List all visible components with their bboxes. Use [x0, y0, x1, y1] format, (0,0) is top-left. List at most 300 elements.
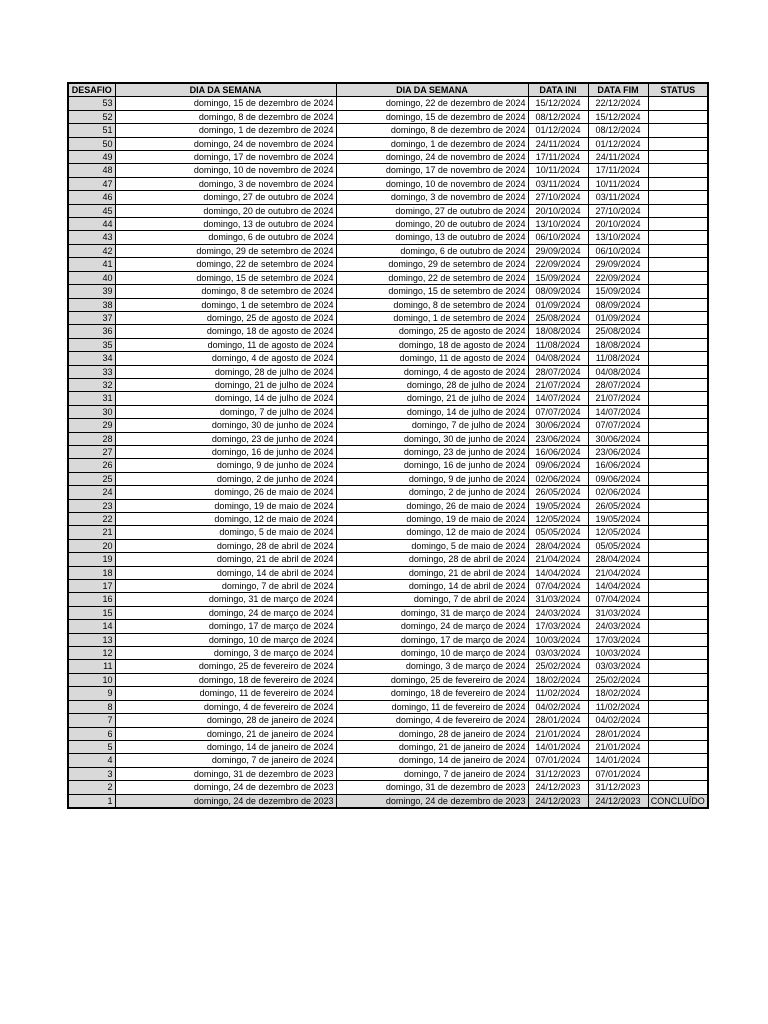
status-cell — [648, 97, 708, 110]
dia-fim-cell: domingo, 10 de março de 2024 — [336, 647, 528, 660]
data-fim-cell: 07/07/2024 — [588, 419, 648, 432]
table-row — [68, 633, 708, 646]
header-dia-da-semana-fim: DIA DA SEMANA — [336, 83, 528, 97]
table-row — [68, 338, 708, 351]
table-row — [68, 499, 708, 512]
status-cell — [648, 459, 708, 472]
dia-inicio-cell: domingo, 19 de maio de 2024 — [115, 499, 336, 512]
data-ini-cell: 24/11/2024 — [528, 137, 588, 150]
data-fim-cell: 18/08/2024 — [588, 338, 648, 351]
data-fim-cell: 17/03/2024 — [588, 633, 648, 646]
desafio-cell: 44 — [68, 218, 115, 231]
table-row — [68, 580, 708, 593]
dia-fim-cell: domingo, 11 de fevereiro de 2024 — [336, 700, 528, 713]
desafio-cell: 35 — [68, 338, 115, 351]
table-row — [68, 325, 708, 338]
status-cell — [648, 580, 708, 593]
status-cell — [648, 204, 708, 217]
data-ini-cell: 10/03/2024 — [528, 633, 588, 646]
data-ini-cell: 29/09/2024 — [528, 244, 588, 257]
dia-fim-cell: domingo, 15 de setembro de 2024 — [336, 285, 528, 298]
dia-inicio-cell: domingo, 17 de março de 2024 — [115, 620, 336, 633]
data-ini-cell: 01/12/2024 — [528, 124, 588, 137]
desafio-cell: 48 — [68, 164, 115, 177]
table-row — [68, 673, 708, 686]
dia-fim-cell: domingo, 18 de fevereiro de 2024 — [336, 687, 528, 700]
status-cell — [648, 124, 708, 137]
data-fim-cell: 07/01/2024 — [588, 767, 648, 780]
data-ini-cell: 26/05/2024 — [528, 486, 588, 499]
dia-inicio-cell: domingo, 24 de março de 2024 — [115, 606, 336, 619]
desafio-cell: 38 — [68, 298, 115, 311]
data-fim-cell: 07/04/2024 — [588, 593, 648, 606]
data-ini-cell: 24/12/2023 — [528, 794, 588, 808]
data-fim-cell: 09/06/2024 — [588, 472, 648, 485]
table-row — [68, 110, 708, 123]
data-ini-cell: 04/02/2024 — [528, 700, 588, 713]
status-cell — [648, 445, 708, 458]
dia-fim-cell: domingo, 4 de fevereiro de 2024 — [336, 714, 528, 727]
header-dia-da-semana-inicio: DIA DA SEMANA — [115, 83, 336, 97]
table-row — [68, 513, 708, 526]
table-row — [68, 97, 708, 110]
status-cell — [648, 700, 708, 713]
dia-inicio-cell: domingo, 1 de setembro de 2024 — [115, 298, 336, 311]
dia-fim-cell: domingo, 8 de setembro de 2024 — [336, 298, 528, 311]
data-fim-cell: 23/06/2024 — [588, 445, 648, 458]
desafio-cell: 3 — [68, 767, 115, 780]
status-cell — [648, 539, 708, 552]
table-row — [68, 781, 708, 794]
data-ini-cell: 18/08/2024 — [528, 325, 588, 338]
data-ini-cell: 16/06/2024 — [528, 445, 588, 458]
status-cell — [648, 486, 708, 499]
desafio-cell: 31 — [68, 392, 115, 405]
table-row — [68, 660, 708, 673]
status-cell — [648, 687, 708, 700]
table-row — [68, 285, 708, 298]
table-row — [68, 459, 708, 472]
data-fim-cell: 12/05/2024 — [588, 526, 648, 539]
dia-fim-cell: domingo, 20 de outubro de 2024 — [336, 218, 528, 231]
data-ini-cell: 08/09/2024 — [528, 285, 588, 298]
data-fim-cell: 04/02/2024 — [588, 714, 648, 727]
desafio-cell: 40 — [68, 271, 115, 284]
desafio-cell: 18 — [68, 566, 115, 579]
data-ini-cell: 17/11/2024 — [528, 151, 588, 164]
status-cell — [648, 513, 708, 526]
desafio-cell: 36 — [68, 325, 115, 338]
status-cell — [648, 311, 708, 324]
data-fim-cell: 10/11/2024 — [588, 177, 648, 190]
table-row — [68, 754, 708, 767]
dia-inicio-cell: domingo, 26 de maio de 2024 — [115, 486, 336, 499]
dia-fim-cell: domingo, 21 de janeiro de 2024 — [336, 740, 528, 753]
status-cell — [648, 392, 708, 405]
data-fim-cell: 18/02/2024 — [588, 687, 648, 700]
data-ini-cell: 22/09/2024 — [528, 258, 588, 271]
status-cell — [648, 177, 708, 190]
data-ini-cell: 02/06/2024 — [528, 472, 588, 485]
dia-fim-cell: domingo, 16 de junho de 2024 — [336, 459, 528, 472]
dia-inicio-cell: domingo, 14 de julho de 2024 — [115, 392, 336, 405]
dia-fim-cell: domingo, 15 de dezembro de 2024 — [336, 110, 528, 123]
status-cell — [648, 405, 708, 418]
header-status: STATUS — [648, 83, 708, 97]
table-row — [68, 740, 708, 753]
dia-fim-cell: domingo, 11 de agosto de 2024 — [336, 352, 528, 365]
dia-fim-cell: domingo, 21 de julho de 2024 — [336, 392, 528, 405]
table-row — [68, 727, 708, 740]
dia-inicio-cell: domingo, 14 de abril de 2024 — [115, 566, 336, 579]
desafio-cell: 2 — [68, 781, 115, 794]
table-row — [68, 593, 708, 606]
desafio-cell: 46 — [68, 191, 115, 204]
dia-inicio-cell: domingo, 10 de novembro de 2024 — [115, 164, 336, 177]
dia-fim-cell: domingo, 22 de setembro de 2024 — [336, 271, 528, 284]
dia-fim-cell: domingo, 22 de dezembro de 2024 — [336, 97, 528, 110]
dia-fim-cell: domingo, 29 de setembro de 2024 — [336, 258, 528, 271]
table-row — [68, 258, 708, 271]
data-fim-cell: 31/03/2024 — [588, 606, 648, 619]
dia-inicio-cell: domingo, 7 de abril de 2024 — [115, 580, 336, 593]
table-row — [68, 539, 708, 552]
dia-inicio-cell: domingo, 15 de setembro de 2024 — [115, 271, 336, 284]
dia-inicio-cell: domingo, 28 de julho de 2024 — [115, 365, 336, 378]
desafio-cell: 50 — [68, 137, 115, 150]
data-fim-cell: 28/04/2024 — [588, 553, 648, 566]
table-row — [68, 606, 708, 619]
data-fim-cell: 22/12/2024 — [588, 97, 648, 110]
desafio-cell: 11 — [68, 660, 115, 673]
status-cell — [648, 285, 708, 298]
data-ini-cell: 07/01/2024 — [528, 754, 588, 767]
dia-inicio-cell: domingo, 30 de junho de 2024 — [115, 419, 336, 432]
data-ini-cell: 14/07/2024 — [528, 392, 588, 405]
data-ini-cell: 03/11/2024 — [528, 177, 588, 190]
desafio-cell: 30 — [68, 405, 115, 418]
desafio-cell: 39 — [68, 285, 115, 298]
dia-inicio-cell: domingo, 31 de dezembro de 2023 — [115, 767, 336, 780]
desafio-cell: 34 — [68, 352, 115, 365]
dia-fim-cell: domingo, 24 de novembro de 2024 — [336, 151, 528, 164]
dia-fim-cell: domingo, 7 de abril de 2024 — [336, 593, 528, 606]
data-fim-cell: 05/05/2024 — [588, 539, 648, 552]
table-row — [68, 647, 708, 660]
dia-fim-cell: domingo, 18 de agosto de 2024 — [336, 338, 528, 351]
table-row — [68, 419, 708, 432]
table-row — [68, 432, 708, 445]
table-row — [68, 378, 708, 391]
dia-inicio-cell: domingo, 31 de março de 2024 — [115, 593, 336, 606]
data-ini-cell: 18/02/2024 — [528, 673, 588, 686]
dia-fim-cell: domingo, 21 de abril de 2024 — [336, 566, 528, 579]
status-cell — [648, 432, 708, 445]
desafio-cell: 51 — [68, 124, 115, 137]
desafio-cell: 8 — [68, 700, 115, 713]
table-row — [68, 271, 708, 284]
table-row — [68, 700, 708, 713]
dia-fim-cell: domingo, 25 de fevereiro de 2024 — [336, 673, 528, 686]
header-row — [68, 83, 708, 97]
dia-inicio-cell: domingo, 18 de agosto de 2024 — [115, 325, 336, 338]
table-row — [68, 177, 708, 190]
data-fim-cell: 24/12/2023 — [588, 794, 648, 808]
data-fim-cell: 21/04/2024 — [588, 566, 648, 579]
desafio-cell: 27 — [68, 445, 115, 458]
dia-inicio-cell: domingo, 9 de junho de 2024 — [115, 459, 336, 472]
dia-fim-cell: domingo, 2 de junho de 2024 — [336, 486, 528, 499]
data-fim-cell: 13/10/2024 — [588, 231, 648, 244]
dia-fim-cell: domingo, 14 de janeiro de 2024 — [336, 754, 528, 767]
dia-fim-cell: domingo, 3 de março de 2024 — [336, 660, 528, 673]
status-cell — [648, 499, 708, 512]
data-ini-cell: 09/06/2024 — [528, 459, 588, 472]
dia-inicio-cell: domingo, 8 de dezembro de 2024 — [115, 110, 336, 123]
dia-inicio-cell: domingo, 25 de fevereiro de 2024 — [115, 660, 336, 673]
dia-inicio-cell: domingo, 12 de maio de 2024 — [115, 513, 336, 526]
dia-fim-cell: domingo, 24 de março de 2024 — [336, 620, 528, 633]
dia-fim-cell: domingo, 13 de outubro de 2024 — [336, 231, 528, 244]
table-row — [68, 231, 708, 244]
desafio-cell: 29 — [68, 419, 115, 432]
desafio-cell: 32 — [68, 378, 115, 391]
data-fim-cell: 22/09/2024 — [588, 271, 648, 284]
status-cell — [648, 754, 708, 767]
data-fim-cell: 16/06/2024 — [588, 459, 648, 472]
dia-inicio-cell: domingo, 28 de abril de 2024 — [115, 539, 336, 552]
desafio-cell: 49 — [68, 151, 115, 164]
data-fim-cell: 28/07/2024 — [588, 378, 648, 391]
dia-inicio-cell: domingo, 15 de dezembro de 2024 — [115, 97, 336, 110]
status-cell — [648, 606, 708, 619]
data-fim-cell: 17/11/2024 — [588, 164, 648, 177]
data-ini-cell: 15/09/2024 — [528, 271, 588, 284]
desafio-cell: 42 — [68, 244, 115, 257]
dia-fim-cell: domingo, 17 de março de 2024 — [336, 633, 528, 646]
desafio-cell: 53 — [68, 97, 115, 110]
status-cell — [648, 727, 708, 740]
desafio-cell: 6 — [68, 727, 115, 740]
table-row — [68, 553, 708, 566]
dia-fim-cell: domingo, 7 de julho de 2024 — [336, 419, 528, 432]
data-ini-cell: 27/10/2024 — [528, 191, 588, 204]
status-cell — [648, 660, 708, 673]
status-cell — [648, 365, 708, 378]
data-ini-cell: 10/11/2024 — [528, 164, 588, 177]
dia-fim-cell: domingo, 7 de janeiro de 2024 — [336, 767, 528, 780]
data-ini-cell: 28/07/2024 — [528, 365, 588, 378]
data-fim-cell: 15/12/2024 — [588, 110, 648, 123]
data-ini-cell: 05/05/2024 — [528, 526, 588, 539]
status-cell — [648, 164, 708, 177]
data-fim-cell: 28/01/2024 — [588, 727, 648, 740]
status-cell — [648, 767, 708, 780]
dia-fim-cell: domingo, 1 de setembro de 2024 — [336, 311, 528, 324]
desafio-cell: 41 — [68, 258, 115, 271]
dia-fim-cell: domingo, 9 de junho de 2024 — [336, 472, 528, 485]
data-ini-cell: 30/06/2024 — [528, 419, 588, 432]
data-fim-cell: 11/02/2024 — [588, 700, 648, 713]
data-ini-cell: 13/10/2024 — [528, 218, 588, 231]
dia-inicio-cell: domingo, 23 de junho de 2024 — [115, 432, 336, 445]
data-ini-cell: 23/06/2024 — [528, 432, 588, 445]
dia-inicio-cell: domingo, 24 de novembro de 2024 — [115, 137, 336, 150]
desafio-cell: 24 — [68, 486, 115, 499]
table-row — [68, 526, 708, 539]
dia-inicio-cell: domingo, 10 de março de 2024 — [115, 633, 336, 646]
desafio-cell: 26 — [68, 459, 115, 472]
dia-inicio-cell: domingo, 8 de setembro de 2024 — [115, 285, 336, 298]
table-row — [68, 445, 708, 458]
header-desafio: DESAFIO — [68, 83, 115, 97]
dia-inicio-cell: domingo, 21 de julho de 2024 — [115, 378, 336, 391]
data-ini-cell: 28/04/2024 — [528, 539, 588, 552]
dia-fim-cell: domingo, 25 de agosto de 2024 — [336, 325, 528, 338]
dia-fim-cell: domingo, 3 de novembro de 2024 — [336, 191, 528, 204]
data-fim-cell: 03/11/2024 — [588, 191, 648, 204]
data-fim-cell: 21/07/2024 — [588, 392, 648, 405]
dia-fim-cell: domingo, 6 de outubro de 2024 — [336, 244, 528, 257]
desafio-cell: 52 — [68, 110, 115, 123]
data-ini-cell: 14/01/2024 — [528, 740, 588, 753]
table-body — [68, 97, 708, 808]
dia-fim-cell: domingo, 31 de março de 2024 — [336, 606, 528, 619]
status-cell — [648, 472, 708, 485]
data-fim-cell: 01/09/2024 — [588, 311, 648, 324]
dia-inicio-cell: domingo, 4 de fevereiro de 2024 — [115, 700, 336, 713]
status-cell — [648, 338, 708, 351]
data-fim-cell: 24/11/2024 — [588, 151, 648, 164]
data-ini-cell: 15/12/2024 — [528, 97, 588, 110]
desafio-cell: 13 — [68, 633, 115, 646]
desafio-cell: 5 — [68, 740, 115, 753]
desafio-cell: 22 — [68, 513, 115, 526]
dia-inicio-cell: domingo, 21 de abril de 2024 — [115, 553, 336, 566]
status-cell — [648, 714, 708, 727]
status-cell — [648, 593, 708, 606]
desafio-cell: 9 — [68, 687, 115, 700]
status-cell — [648, 633, 708, 646]
data-fim-cell: 31/12/2023 — [588, 781, 648, 794]
data-fim-cell: 01/12/2024 — [588, 137, 648, 150]
table-row — [68, 794, 708, 808]
dia-inicio-cell: domingo, 14 de janeiro de 2024 — [115, 740, 336, 753]
dia-fim-cell: domingo, 26 de maio de 2024 — [336, 499, 528, 512]
data-fim-cell: 10/03/2024 — [588, 647, 648, 660]
table-row — [68, 191, 708, 204]
table-row — [68, 714, 708, 727]
dia-inicio-cell: domingo, 5 de maio de 2024 — [115, 526, 336, 539]
desafio-cell: 1 — [68, 794, 115, 808]
table-row — [68, 486, 708, 499]
table-row — [68, 767, 708, 780]
header-data-ini: DATA INI — [528, 83, 588, 97]
dia-inicio-cell: domingo, 20 de outubro de 2024 — [115, 204, 336, 217]
dia-fim-cell: domingo, 23 de junho de 2024 — [336, 445, 528, 458]
data-ini-cell: 12/05/2024 — [528, 513, 588, 526]
dia-inicio-cell: domingo, 25 de agosto de 2024 — [115, 311, 336, 324]
dia-fim-cell: domingo, 27 de outubro de 2024 — [336, 204, 528, 217]
table-row — [68, 124, 708, 137]
data-ini-cell: 21/07/2024 — [528, 378, 588, 391]
data-fim-cell: 14/01/2024 — [588, 754, 648, 767]
desafio-cell: 14 — [68, 620, 115, 633]
data-ini-cell: 11/02/2024 — [528, 687, 588, 700]
table-row — [68, 365, 708, 378]
data-fim-cell: 02/06/2024 — [588, 486, 648, 499]
desafio-cell: 28 — [68, 432, 115, 445]
data-ini-cell: 25/08/2024 — [528, 311, 588, 324]
desafio-cell: 23 — [68, 499, 115, 512]
dia-inicio-cell: domingo, 21 de janeiro de 2024 — [115, 727, 336, 740]
table-row — [68, 298, 708, 311]
desafio-cell: 16 — [68, 593, 115, 606]
table-row — [68, 137, 708, 150]
dia-fim-cell: domingo, 14 de julho de 2024 — [336, 405, 528, 418]
dia-inicio-cell: domingo, 28 de janeiro de 2024 — [115, 714, 336, 727]
dia-inicio-cell: domingo, 7 de julho de 2024 — [115, 405, 336, 418]
data-ini-cell: 14/04/2024 — [528, 566, 588, 579]
dia-fim-cell: domingo, 24 de dezembro de 2023 — [336, 794, 528, 808]
data-ini-cell: 01/09/2024 — [528, 298, 588, 311]
data-fim-cell: 14/07/2024 — [588, 405, 648, 418]
table-row — [68, 392, 708, 405]
data-fim-cell: 04/08/2024 — [588, 365, 648, 378]
data-fim-cell: 21/01/2024 — [588, 740, 648, 753]
status-cell — [648, 151, 708, 164]
table-row — [68, 405, 708, 418]
desafio-cell: 4 — [68, 754, 115, 767]
data-fim-cell: 25/02/2024 — [588, 673, 648, 686]
dia-inicio-cell: domingo, 13 de outubro de 2024 — [115, 218, 336, 231]
dia-fim-cell: domingo, 12 de maio de 2024 — [336, 526, 528, 539]
dia-inicio-cell: domingo, 18 de fevereiro de 2024 — [115, 673, 336, 686]
status-cell — [648, 271, 708, 284]
data-ini-cell: 24/03/2024 — [528, 606, 588, 619]
status-cell — [648, 673, 708, 686]
data-fim-cell: 03/03/2024 — [588, 660, 648, 673]
dia-inicio-cell: domingo, 24 de dezembro de 2023 — [115, 781, 336, 794]
data-fim-cell: 30/06/2024 — [588, 432, 648, 445]
data-ini-cell: 03/03/2024 — [528, 647, 588, 660]
status-cell — [648, 419, 708, 432]
desafio-cell: 7 — [68, 714, 115, 727]
header-data-fim: DATA FIM — [588, 83, 648, 97]
data-fim-cell: 24/03/2024 — [588, 620, 648, 633]
data-ini-cell: 07/07/2024 — [528, 405, 588, 418]
data-fim-cell: 29/09/2024 — [588, 258, 648, 271]
status-cell — [648, 566, 708, 579]
status-cell — [648, 191, 708, 204]
dia-fim-cell: domingo, 5 de maio de 2024 — [336, 539, 528, 552]
data-ini-cell: 20/10/2024 — [528, 204, 588, 217]
table-row — [68, 566, 708, 579]
data-ini-cell: 28/01/2024 — [528, 714, 588, 727]
data-fim-cell: 27/10/2024 — [588, 204, 648, 217]
challenge-schedule-table — [67, 82, 709, 809]
dia-inicio-cell: domingo, 11 de agosto de 2024 — [115, 338, 336, 351]
table-row — [68, 151, 708, 164]
dia-inicio-cell: domingo, 2 de junho de 2024 — [115, 472, 336, 485]
data-ini-cell: 31/12/2023 — [528, 767, 588, 780]
table-row — [68, 311, 708, 324]
desafio-cell: 33 — [68, 365, 115, 378]
status-cell: CONCLUÍDO — [648, 794, 708, 808]
data-ini-cell: 17/03/2024 — [528, 620, 588, 633]
dia-inicio-cell: domingo, 17 de novembro de 2024 — [115, 151, 336, 164]
desafio-cell: 17 — [68, 580, 115, 593]
